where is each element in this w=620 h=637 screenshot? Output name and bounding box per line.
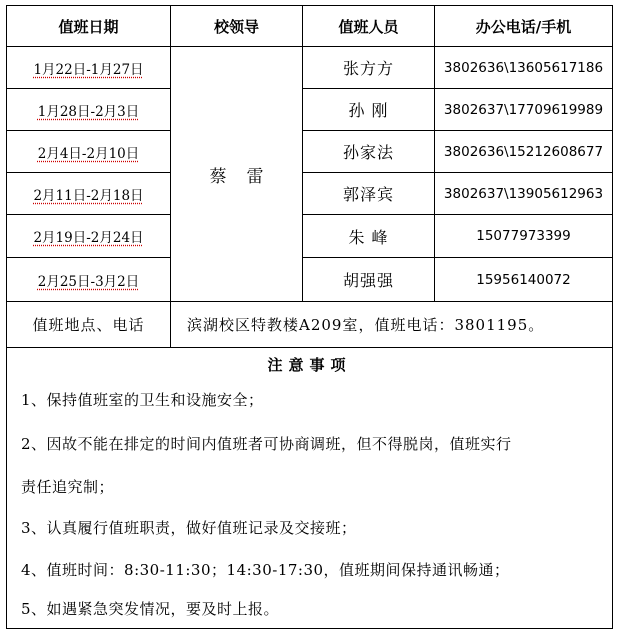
duty-date: 2月11日-2月18日 <box>33 187 144 204</box>
header-phone: 办公电话/手机 <box>475 17 572 36</box>
note-item: 1、保持值班室的卫生和设施安全； <box>21 391 264 409</box>
note-item: 责任追究制； <box>21 478 115 496</box>
staff-name: 郭泽宾 <box>342 185 394 204</box>
duty-date: 1月22日-1月27日 <box>33 61 144 78</box>
staff-phone: 15077973399 <box>476 228 571 244</box>
location-value: 滨湖校区特教楼A209室，值班电话：3801195。 <box>187 316 545 334</box>
note-item: 5、如遇紧急突发情况，要及时上报。 <box>21 600 280 618</box>
staff-phone: 3802636\13605617186 <box>443 59 604 76</box>
location-label: 值班地点、电话 <box>32 316 145 334</box>
duty-date: 2月4日-2月10日 <box>37 145 140 162</box>
note-item: 2、因故不能在排定的时间内值班者可协商调班，但不得脱岗，值班实行 <box>21 435 512 453</box>
duty-date: 1月28日-2月3日 <box>37 103 140 120</box>
staff-name: 朱 峰 <box>348 227 389 247</box>
staff-phone: 3802637\17709619989 <box>443 101 604 118</box>
staff-name: 孙 刚 <box>348 101 389 120</box>
duty-schedule-table <box>6 5 613 629</box>
leader-name: 蔡雷 <box>209 166 284 187</box>
note-item: 4、值班时间：8:30-11:30；14:30-17:30，值班期间保持通讯畅通； <box>21 561 510 579</box>
staff-name: 孙家法 <box>342 143 394 162</box>
duty-date: 2月19日-2月24日 <box>33 230 144 246</box>
staff-name: 张方方 <box>342 59 394 78</box>
duty-date: 2月25日-3月2日 <box>37 273 140 290</box>
notes-title: 注意事项 <box>267 355 352 374</box>
staff-phone: 3802637\13905612963 <box>443 185 604 202</box>
staff-phone: 15956140072 <box>476 271 571 288</box>
header-leader: 校领导 <box>213 17 259 36</box>
staff-phone: 3802636\15212608677 <box>443 143 604 160</box>
header-staff: 值班人员 <box>338 17 399 36</box>
staff-name: 胡强强 <box>342 271 394 290</box>
note-item: 3、认真履行值班职责，做好值班记录及交接班； <box>21 519 357 537</box>
header-date: 值班日期 <box>58 17 119 36</box>
